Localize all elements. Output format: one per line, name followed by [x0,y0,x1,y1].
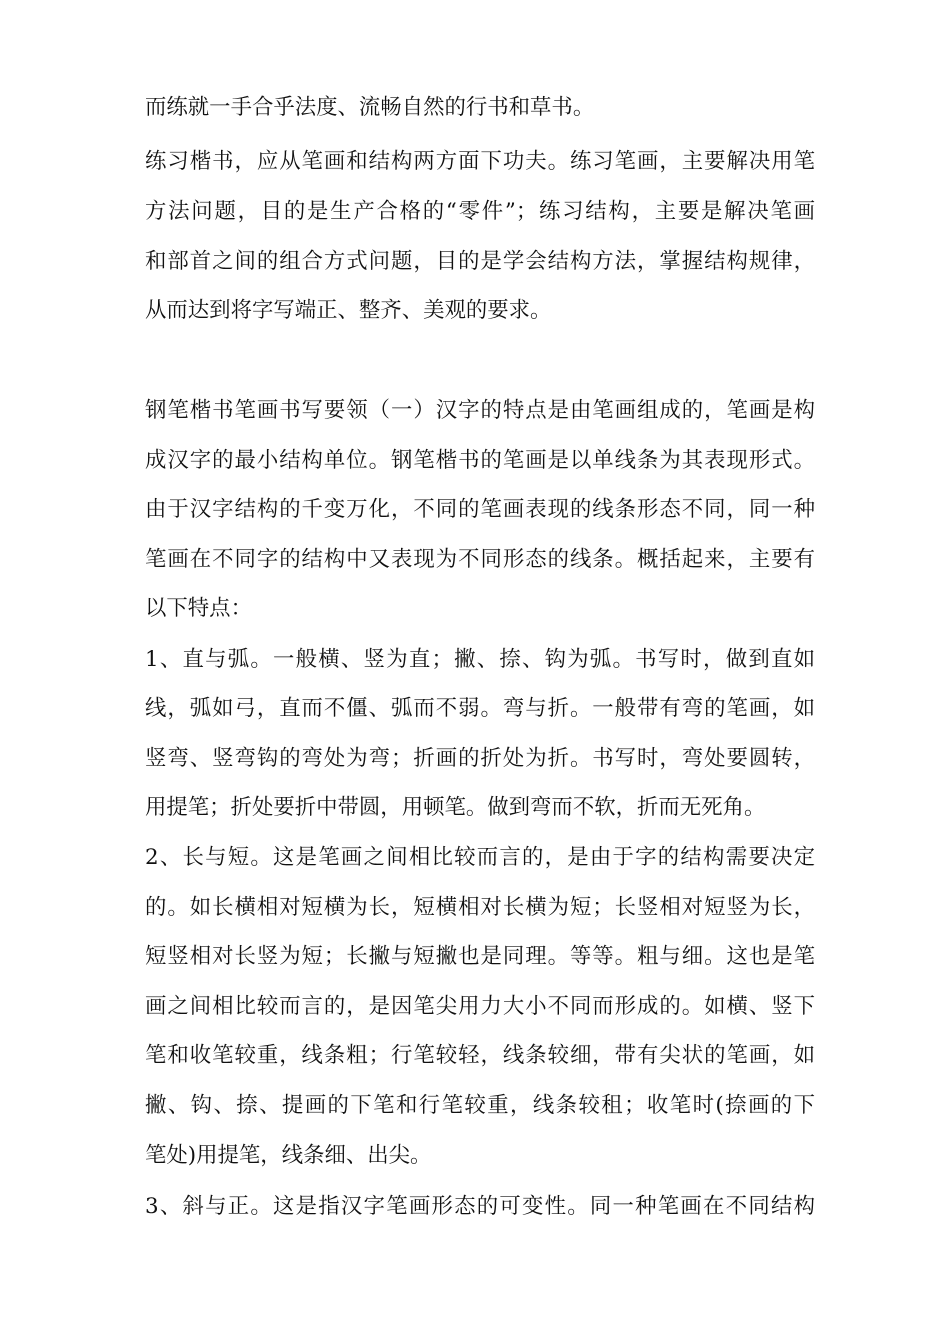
text-line: 1、直与弧。一般横、竖为直；撇、捺、钩为弧。书写时，做到直如 [145,647,815,672]
text-line: 钢笔楷书笔画书写要领（一）汉字的特点是由笔画组成的，笔画是构 [145,398,815,423]
text-line: 笔画在不同字的结构中又表现为不同形态的线条。概括起来，主要有 [145,547,815,572]
text-line: 撇、钩、捺、提画的下笔和行笔较重，线条较租；收笔时(捺画的下 [145,1093,815,1118]
text-line: 而练就一手合乎法度、流畅自然的行书和草书。 [145,95,595,120]
text-line: 以下特点： [145,596,252,621]
text-line: 短竖相对长竖为短；长撇与短撇也是同理。等等。粗与细。这也是笔 [145,944,815,969]
text-line: 笔和收笔较重，线条粗；行笔较轻，线条较细，带有尖状的笔画，如 [145,1043,815,1068]
text-line: 的。如长横相对短横为长，短横相对长横为短；长竖相对短竖为长， [145,895,815,920]
text-line: 练习楷书，应从笔画和结构两方面下功夫。练习笔画，主要解决用笔 [145,149,815,174]
text-line: 笔处)用提笔，线条细、出尖。 [145,1143,432,1168]
text-line: 用提笔；折处要折中带圆，用顿笔。做到弯而不软，折而无死角。 [145,795,766,820]
text-line: 由于汉字结构的千变万化，不同的笔画表现的线条形态不同，同一种 [145,497,815,522]
text-line: 成汉字的最小结构单位。钢笔楷书的笔画是以单线条为其表现形式。 [145,448,815,473]
text-line: 从而达到将字写端正、整齐、美观的要求。 [145,298,552,323]
text-line: 线，弧如弓，直而不僵、弧而不弱。弯与折。一般带有弯的笔画，如 [145,696,815,721]
text-line: 和部首之间的组合方式问题，目的是学会结构方法，掌握结构规律， [145,249,815,274]
text-line: 画之间相比较而言的，是因笔尖用力大小不同而形成的。如横、竖下 [145,994,815,1019]
text-line: 3、斜与正。这是指汉字笔画形态的可变性。同一种笔画在不同结构 [145,1194,815,1219]
text-line: 2、长与短。这是笔画之间相比较而言的，是由于字的结构需要决定 [145,845,815,870]
text-line: 竖弯、竖弯钩的弯处为弯；折画的折处为折。书写时，弯处要圆转， [145,746,815,771]
text-line: 方法问题，目的是生产合格的“零件”；练习结构，主要是解决笔画 [145,199,815,224]
